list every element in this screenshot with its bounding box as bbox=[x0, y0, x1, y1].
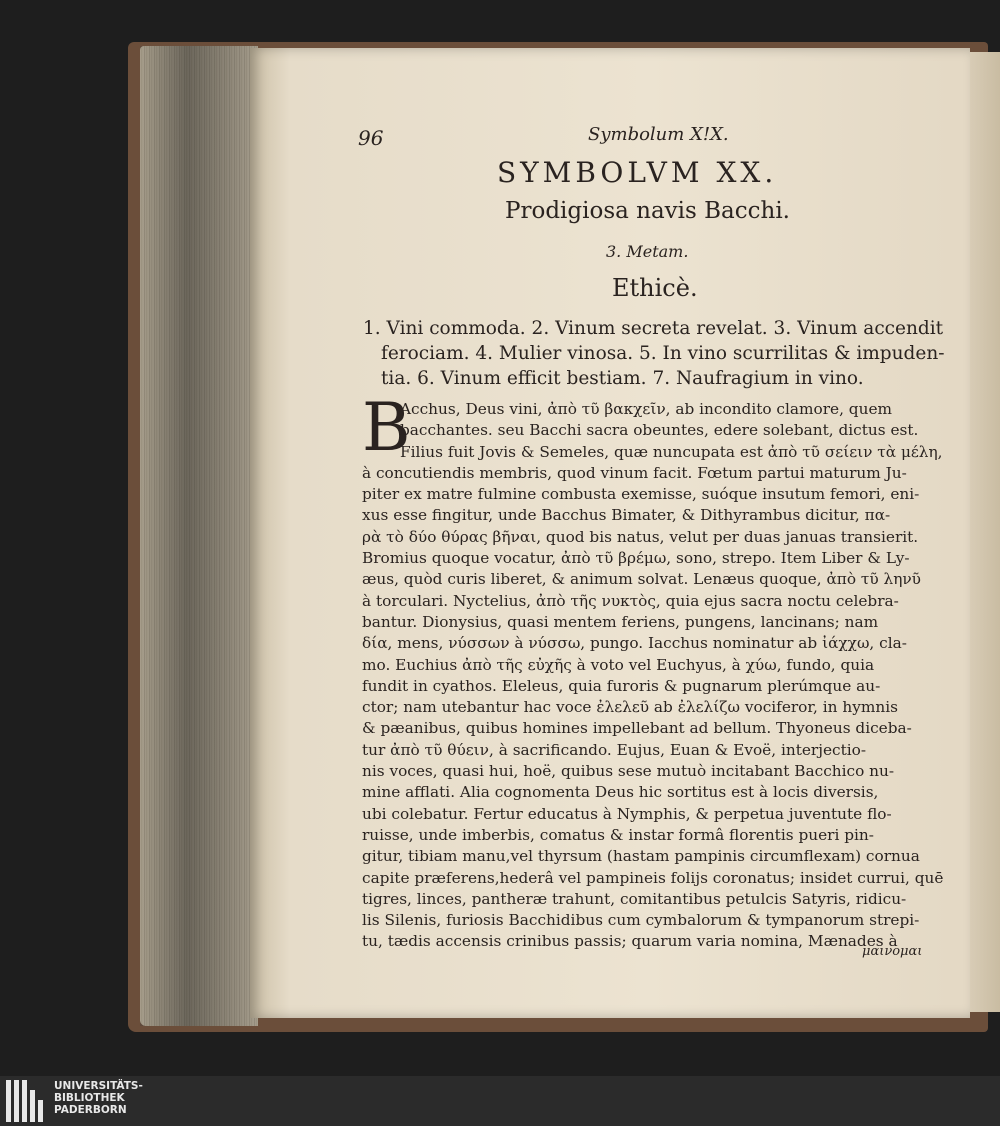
body-line: fundit in cyathos. Eleleus, quia furoris & pugnarum plerúmque au- bbox=[362, 676, 881, 695]
body-line: xus esse fingitur, unde Bacchus Bimater, & Dithyrambus dicitur, πα- bbox=[362, 506, 891, 525]
summary-line: ferociam. 4. Mulier vinosa. 5. In vino scurrilitas & impuden- bbox=[381, 343, 945, 364]
library-bars-logo-icon bbox=[6, 1080, 46, 1122]
library-logo-text bbox=[54, 1080, 143, 1116]
page-title: SYMBOLVM XX. bbox=[497, 156, 778, 189]
logo-line: PADERBORN bbox=[54, 1104, 127, 1116]
subtitle: Prodigiosa navis Bacchi. bbox=[505, 198, 790, 224]
drop-cap: B bbox=[362, 389, 411, 466]
facing-page-edge bbox=[968, 52, 1000, 1012]
logo-line: BIBLIOTHEK bbox=[54, 1092, 125, 1104]
body-line: ρὰ τὸ δύο θύρας βῆναι, quod bis natus, velut per duas januas transierit. bbox=[362, 527, 919, 546]
body-line: ctor; nam utebantur hac voce ἐλελεῦ ab ἐλελίζω vociferor, in hymnis bbox=[362, 698, 898, 717]
section-heading: Ethicè. bbox=[612, 274, 698, 302]
summary-line: 1. Vini commoda. 2. Vinum secreta revelat. 3. Vinum accendit bbox=[363, 318, 944, 339]
body-line: gitur, tibiam manu,vel thyrsum (hastam pampinis circumflexam) cornua bbox=[362, 847, 920, 866]
body-line: δία, mens, νύσσων à νύσσω, pungo. Iacchus nominatur ab ἰάχχω, cla- bbox=[362, 634, 907, 653]
body-text bbox=[362, 389, 944, 953]
page-number: 96 bbox=[358, 126, 384, 150]
body-line: à concutiendis membris, quod vinum facit. Fœtum partui maturum Ju- bbox=[362, 463, 907, 482]
footer-bar bbox=[0, 1076, 1000, 1126]
body-line: Filius fuit Jovis & Semeles, quæ nuncupata est ἀπὸ τῦ σείειν τὰ μέλη, bbox=[400, 442, 943, 461]
body-line: bantur. Dionysius, quasi mentem feriens, pungens, lancinans; nam bbox=[362, 612, 879, 631]
page-edges bbox=[140, 46, 258, 1026]
body-line: mine afflati. Alia cognomenta Deus hic sortitus est à locis diversis, bbox=[362, 783, 879, 802]
logo-line: UNIVERSITÄTS- bbox=[54, 1080, 143, 1092]
body-line: tigres, linces, pantheræ trahunt, comitantibus petulcis Satyris, ridicu- bbox=[362, 889, 907, 908]
metam-label: 3. Metam. bbox=[606, 242, 689, 261]
body-line: ubi colebatur. Fertur educatus à Nymphis, & perpetua juventute flo- bbox=[362, 804, 892, 823]
running-head: Symbolum X!X. bbox=[588, 124, 729, 145]
body-line: bacchantes. seu Bacchi sacra obeuntes, edere solebant, dictus est. bbox=[400, 421, 919, 440]
body-line: Bromius quoque vocatur, ἀπὸ τῦ βρέμω, sono, strepo. Item Liber & Ly- bbox=[362, 549, 910, 568]
body-line: Acchus, Deus vini, ἀπὸ τῦ βακχεῖν, ab incondito clamore, quem bbox=[400, 400, 893, 418]
catchword: μαινομαι bbox=[862, 944, 923, 959]
body-line: tu, tædis accensis crinibus passis; quarum varia nomina, Mænades à bbox=[362, 932, 898, 951]
body-line: lis Silenis, furiosis Bacchidibus cum cymbalorum & tympanorum strepi- bbox=[362, 911, 920, 930]
body-line: piter ex matre fulmine combusta exemisse, suóque insutum femori, eni- bbox=[362, 485, 920, 504]
body-line: ruisse, unde imberbis, comatus & instar formâ florentis pueri pin- bbox=[362, 825, 874, 844]
summary-block bbox=[363, 316, 945, 391]
body-line: & pæanibus, quibus homines impellebant ad bellum. Thyoneus diceba- bbox=[362, 719, 912, 738]
body-line: à torculari. Nyctelius, ἀπὸ τῆς νυκτὸς, quia ejus sacra noctu celebra- bbox=[362, 591, 899, 610]
body-line: capite præferens,hederâ vel pampineis folijs coronatus; insidet currui, quē bbox=[362, 868, 944, 887]
body-line: mo. Euchius ἀπὸ τῆς εὐχῆς à voto vel Euchyus, à χύω, fundo, quia bbox=[362, 655, 875, 674]
body-line: tur ἀπὸ τῦ θύειν, à sacrificando. Eujus, Euan & Evoë, interjectio- bbox=[362, 740, 866, 759]
body-line: nis voces, quasi hui, hoë, quibus sese mutuò incitabant Bacchico nu- bbox=[362, 762, 895, 781]
summary-line: tia. 6. Vinum efficit bestiam. 7. Naufragium in vino. bbox=[381, 368, 864, 389]
body-line: æus, quòd curis liberet, & animum solvat. Lenæus quoque, ἀπὸ τῦ ληνῦ bbox=[362, 570, 921, 589]
